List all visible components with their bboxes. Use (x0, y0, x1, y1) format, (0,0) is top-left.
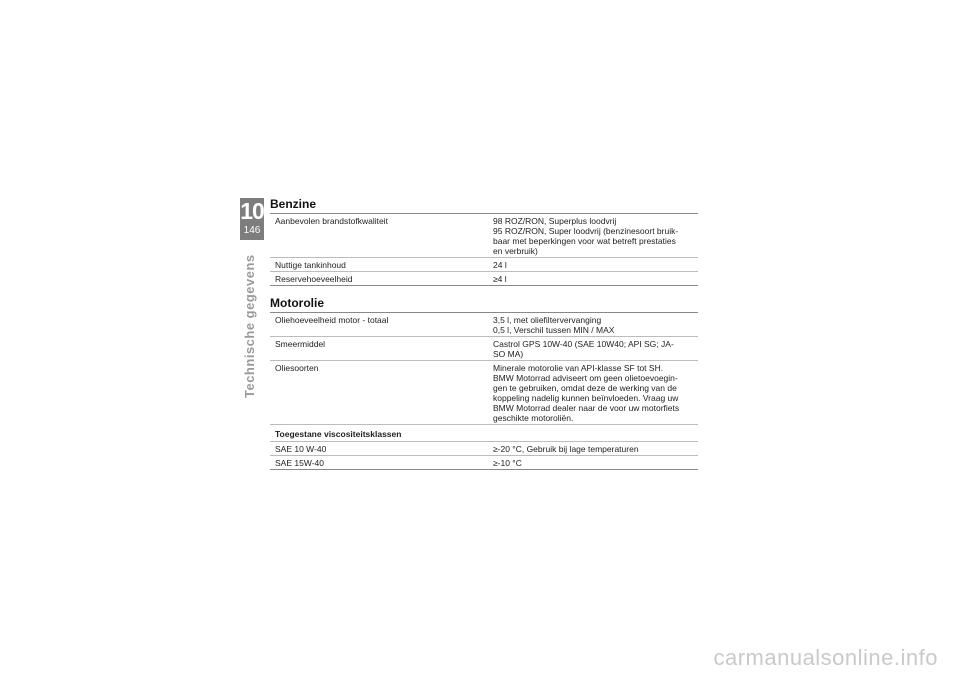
table-row (270, 442, 698, 456)
value-line: gen te gebruiken, omdat deze de werking van de (493, 383, 677, 393)
table-row (270, 313, 698, 337)
chapter-number: 10 (240, 198, 264, 224)
watermark: carmanualsonline.info (713, 645, 938, 670)
section-title-benzine: Benzine (270, 197, 317, 211)
value-line: Castrol GPS 10W-40 (SAE 10W40; API SG; JA- (493, 339, 674, 349)
row-value (493, 458, 698, 468)
value-line: SO MA) (493, 349, 524, 359)
benzine-table (270, 213, 698, 286)
value-line: BMW Motorrad dealer naar de voor uw motorfiets (493, 403, 680, 413)
row-value (493, 216, 698, 256)
value-line: koppeling nadelig kunnen beïnvloeden. Vraag uw (493, 393, 679, 403)
row-label: Oliesoorten (275, 363, 319, 373)
value-line: en verbruik) (493, 246, 538, 256)
chapter-title: Technische gegevens (242, 254, 257, 398)
page-content (270, 196, 698, 470)
row-label: Reservehoeveelheid (275, 274, 353, 284)
row-label: Nuttige tankinhoud (275, 260, 346, 270)
row-value (493, 315, 698, 335)
row-label: Oliehoeveelheid motor - totaal (275, 315, 389, 325)
value-line: 0,5 l, Verschil tussen MIN / MAX (493, 325, 615, 335)
value-line: 95 ROZ/RON, Super loodvrij (benzinesoort bruik- (493, 226, 679, 236)
value-line: 24 l (493, 260, 507, 270)
table-row (270, 337, 698, 361)
table-row (270, 456, 698, 470)
row-value (493, 363, 698, 423)
chapter-marker (240, 198, 264, 240)
value-line: ≥-20 °C, Gebruik bij lage temperaturen (493, 444, 639, 454)
section-title-motorolie: Motorolie (270, 296, 324, 310)
table-row (270, 361, 698, 425)
value-line: Minerale motorolie van API-klasse SF tot SH. (493, 363, 664, 373)
table-row (270, 214, 698, 258)
value-line: BMW Motorrad adviseert om geen olietoevoegin- (493, 373, 678, 383)
table-row (270, 272, 698, 286)
value-line: baar met beperkingen voor wat betreft prestaties (493, 236, 676, 246)
row-value (493, 260, 698, 270)
row-label: Aanbevolen brandstofkwaliteit (275, 216, 388, 226)
table-row (270, 258, 698, 272)
value-line: geschikte motoroliën. (493, 413, 574, 423)
value-line: ≥4 l (493, 274, 507, 284)
value-line: ≥-10 °C (493, 458, 522, 468)
page-number: 146 (243, 225, 261, 236)
row-label: Smeermiddel (275, 339, 326, 349)
row-value (493, 274, 698, 284)
value-line: 98 ROZ/RON, Superplus loodvrij (493, 216, 617, 226)
row-label: SAE 15W-40 (275, 458, 324, 468)
row-value (493, 339, 698, 359)
motorolie-table (270, 312, 698, 470)
row-value (493, 444, 698, 454)
value-line: 3,5 l, met oliefiltervervanging (493, 315, 602, 325)
viscosity-heading: Toegestane viscositeitsklassen (270, 425, 698, 442)
row-label: SAE 10 W-40 (275, 444, 327, 454)
